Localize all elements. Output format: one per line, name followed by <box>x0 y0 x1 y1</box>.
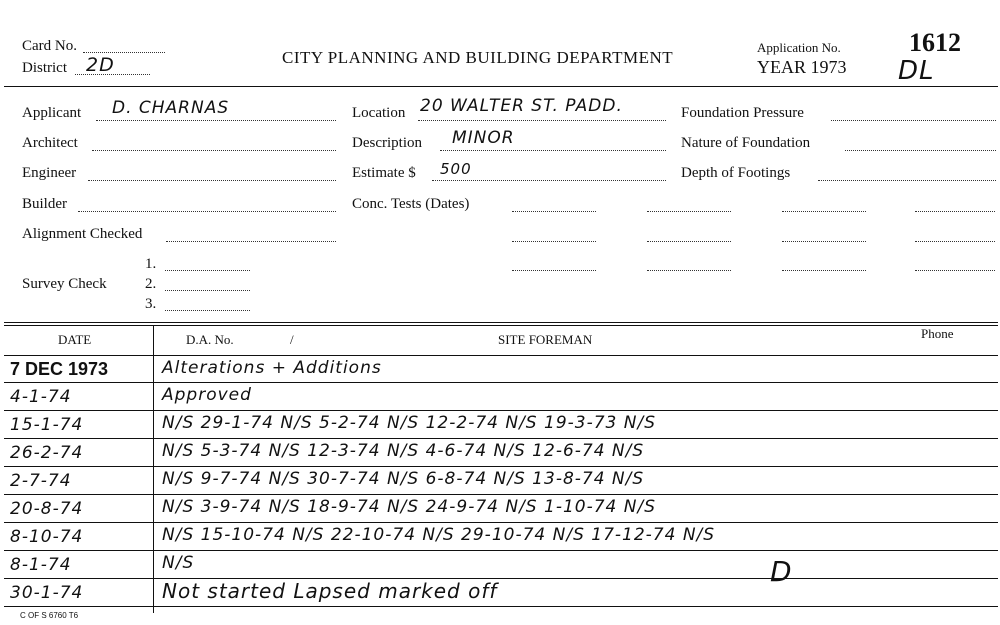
conc-line-1b <box>647 211 731 212</box>
estimate-line <box>432 180 666 181</box>
col-da-header: D.A. No. <box>186 332 234 347</box>
conc-line-1d <box>915 211 995 212</box>
year-label: YEAR 1973 <box>757 57 847 77</box>
row-rule <box>4 606 998 607</box>
table-row-entry: Not started Lapsed marked off <box>162 579 498 603</box>
location-line <box>418 120 666 121</box>
depth-footings-label: Depth of Footings <box>681 165 791 181</box>
survey-1-label: 1. <box>145 256 157 272</box>
table-row-date: 26-2-74 <box>10 443 84 463</box>
district-label: District <box>22 60 67 76</box>
header-row-rule <box>4 355 998 356</box>
row-rule <box>4 438 998 439</box>
table-row-entry: N/S 15-10-74 N/S 22-10-74 N/S 29-10-74 N/S 17-12-74 N/S <box>162 525 716 545</box>
conc-line-3a <box>512 270 596 271</box>
row-rule <box>4 550 998 551</box>
applicant-label: Applicant <box>22 105 82 121</box>
location-label: Location <box>352 105 406 121</box>
row-rule <box>4 522 998 523</box>
col-date-header: DATE <box>58 332 92 347</box>
architect-label: Architect <box>22 135 78 151</box>
estimate-value: 500 <box>440 160 472 178</box>
table-row-date: 30-1-74 <box>10 583 84 603</box>
table-row-entry: N/S 5-3-74 N/S 12-3-74 N/S 4-6-74 N/S 12-6-74 N/S <box>162 441 645 461</box>
alignment-label: Alignment Checked <box>22 226 143 242</box>
table-row-date: 2-7-74 <box>10 471 72 491</box>
table-row-date: 20-8-74 <box>10 499 84 519</box>
conc-line-2b <box>647 241 731 242</box>
survey-3-line <box>165 310 250 311</box>
architect-line <box>92 150 336 151</box>
description-label: Description <box>352 135 422 151</box>
survey-1-line <box>165 270 250 271</box>
row-rule <box>4 578 998 579</box>
row-rule <box>4 382 998 383</box>
engineer-label: Engineer <box>22 165 77 181</box>
table-row-entry: N/S <box>162 553 195 573</box>
depth-footings-line <box>818 180 996 181</box>
table-row-date: 7 DEC 1973 <box>10 359 109 379</box>
applicant-line <box>96 120 336 121</box>
description-line <box>440 150 666 151</box>
conc-line-3b <box>647 270 731 271</box>
table-row-date: 15-1-74 <box>10 415 84 435</box>
builder-line <box>78 211 336 212</box>
conc-line-3c <box>782 270 866 271</box>
col-foreman-header: SITE FOREMAN <box>498 332 593 347</box>
conc-line-1a <box>512 211 596 212</box>
col-da-mark: / <box>290 332 294 347</box>
conc-line-1c <box>782 211 866 212</box>
header-rule <box>4 86 998 87</box>
signature-mark: D <box>770 555 793 588</box>
survey-2-line <box>165 290 250 291</box>
description-value: MINOR <box>452 128 515 148</box>
table-row-date: 8-10-74 <box>10 527 84 547</box>
row-rule <box>4 410 998 411</box>
foundation-pressure-line <box>831 120 996 121</box>
table-row-date: 4-1-74 <box>10 387 72 407</box>
department-title: CITY PLANNING AND BUILDING DEPARTMENT <box>282 48 674 67</box>
survey-label: Survey Check <box>22 276 107 292</box>
table-row-entry: Alterations + Additions <box>162 358 382 378</box>
district-value: 2D <box>86 54 115 76</box>
application-number: 1612 <box>909 28 961 57</box>
table-top-rule <box>4 322 998 323</box>
engineer-line <box>88 180 336 181</box>
builder-label: Builder <box>22 196 67 212</box>
col-phone-header: Phone <box>921 326 954 341</box>
date-column-divider <box>153 325 154 613</box>
estimate-label: Estimate $ <box>352 165 416 181</box>
nature-foundation-label: Nature of Foundation <box>681 135 811 151</box>
table-row-entry: N/S 9-7-74 N/S 30-7-74 N/S 6-8-74 N/S 13-8-74 N/S <box>162 469 645 489</box>
conc-line-2c <box>782 241 866 242</box>
table-row-entry: N/S 3-9-74 N/S 18-9-74 N/S 24-9-74 N/S 1-10-74 N/S <box>162 497 656 517</box>
form-code: C OF S 6760 T6 <box>20 611 79 620</box>
table-row-entry: N/S 29-1-74 N/S 5-2-74 N/S 12-2-74 N/S 19-3-73 N/S <box>162 413 656 433</box>
card-no-label: Card No. <box>22 38 77 54</box>
conc-tests-label: Conc. Tests (Dates) <box>352 196 470 212</box>
conc-line-2d <box>915 241 995 242</box>
applicant-value: D. CHARNAS <box>112 98 230 118</box>
row-rule <box>4 466 998 467</box>
conc-line-2a <box>512 241 596 242</box>
table-row-date: 8-1-74 <box>10 555 72 575</box>
initials-mark: DL <box>898 56 935 86</box>
foundation-pressure-label: Foundation Pressure <box>681 105 804 121</box>
card-no-line <box>83 52 165 53</box>
location-value: 20 WALTER ST. PADD. <box>420 96 623 116</box>
application-label: Application No. <box>757 40 841 55</box>
survey-2-label: 2. <box>145 276 157 292</box>
conc-line-3d <box>915 270 995 271</box>
nature-foundation-line <box>845 150 996 151</box>
survey-3-label: 3. <box>145 296 157 312</box>
row-rule <box>4 494 998 495</box>
table-row-entry: Approved <box>162 385 252 405</box>
alignment-line <box>166 241 336 242</box>
